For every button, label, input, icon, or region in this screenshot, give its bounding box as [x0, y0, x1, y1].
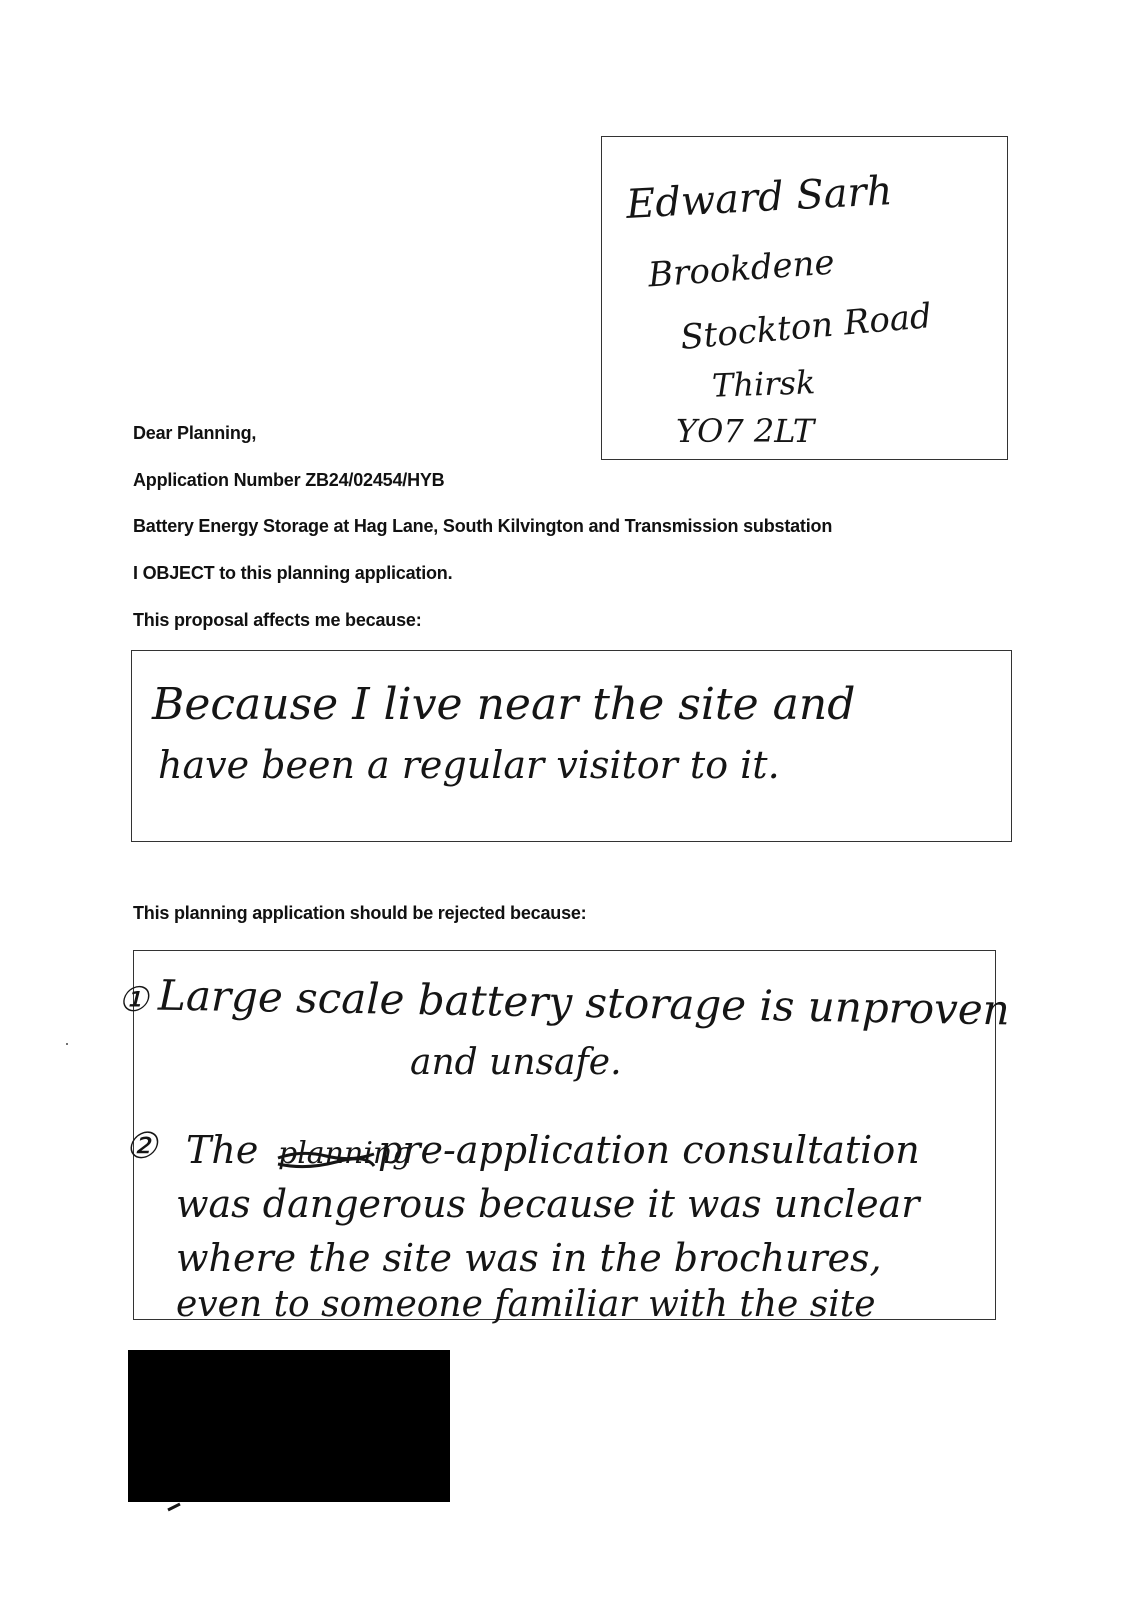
affects-answer-line-2: have been a regular visitor to it. — [158, 743, 780, 787]
sender-address-box — [601, 136, 1008, 460]
sender-house: Brookdene — [646, 242, 836, 296]
sender-name: Edward Sarh — [624, 168, 894, 228]
affects-heading: This proposal affects me because: — [133, 610, 422, 630]
reason-2-line-1: pre-application consultation — [378, 1128, 920, 1172]
sender-street: Stockton Road — [678, 296, 934, 358]
reason-2-crossed-word: planning — [278, 1136, 412, 1171]
redaction-block — [128, 1350, 450, 1502]
reason-2-marker: ② — [125, 1126, 158, 1167]
rejected-heading: This planning application should be rejected because: — [133, 903, 587, 923]
reason-1-line-1: Large scale battery storage is unproven — [157, 970, 1011, 1035]
reason-2-line-2: was dangerous because it was unclear — [176, 1182, 920, 1226]
sender-town: Thirsk — [711, 363, 816, 405]
crossed-out-scribble — [276, 1146, 376, 1176]
affects-answer-line-1: Because I live near the site and — [152, 679, 856, 730]
site-description: Battery Energy Storage at Hag Lane, South Kilvington and Transmission substation — [133, 516, 833, 536]
application-number: Application Number ZB24/02454/HYB — [133, 470, 445, 490]
reason-2-word-the: The — [186, 1128, 259, 1172]
objection-statement: I OBJECT to this planning application. — [133, 563, 453, 583]
reason-2-line-3: where the site was in the brochures, — [176, 1236, 882, 1280]
affects-answer-box — [131, 650, 1012, 842]
sender-postcode: YO7 2LT — [676, 412, 815, 450]
reason-1-marker: ① — [118, 980, 149, 1020]
reason-2-line-4: even to someone familiar with the site — [176, 1284, 876, 1325]
scan-speck — [66, 1043, 68, 1045]
salutation: Dear Planning, — [133, 423, 257, 443]
reason-1-line-2: and unsafe. — [410, 1042, 622, 1083]
redaction-tail-mark — [166, 1500, 186, 1512]
